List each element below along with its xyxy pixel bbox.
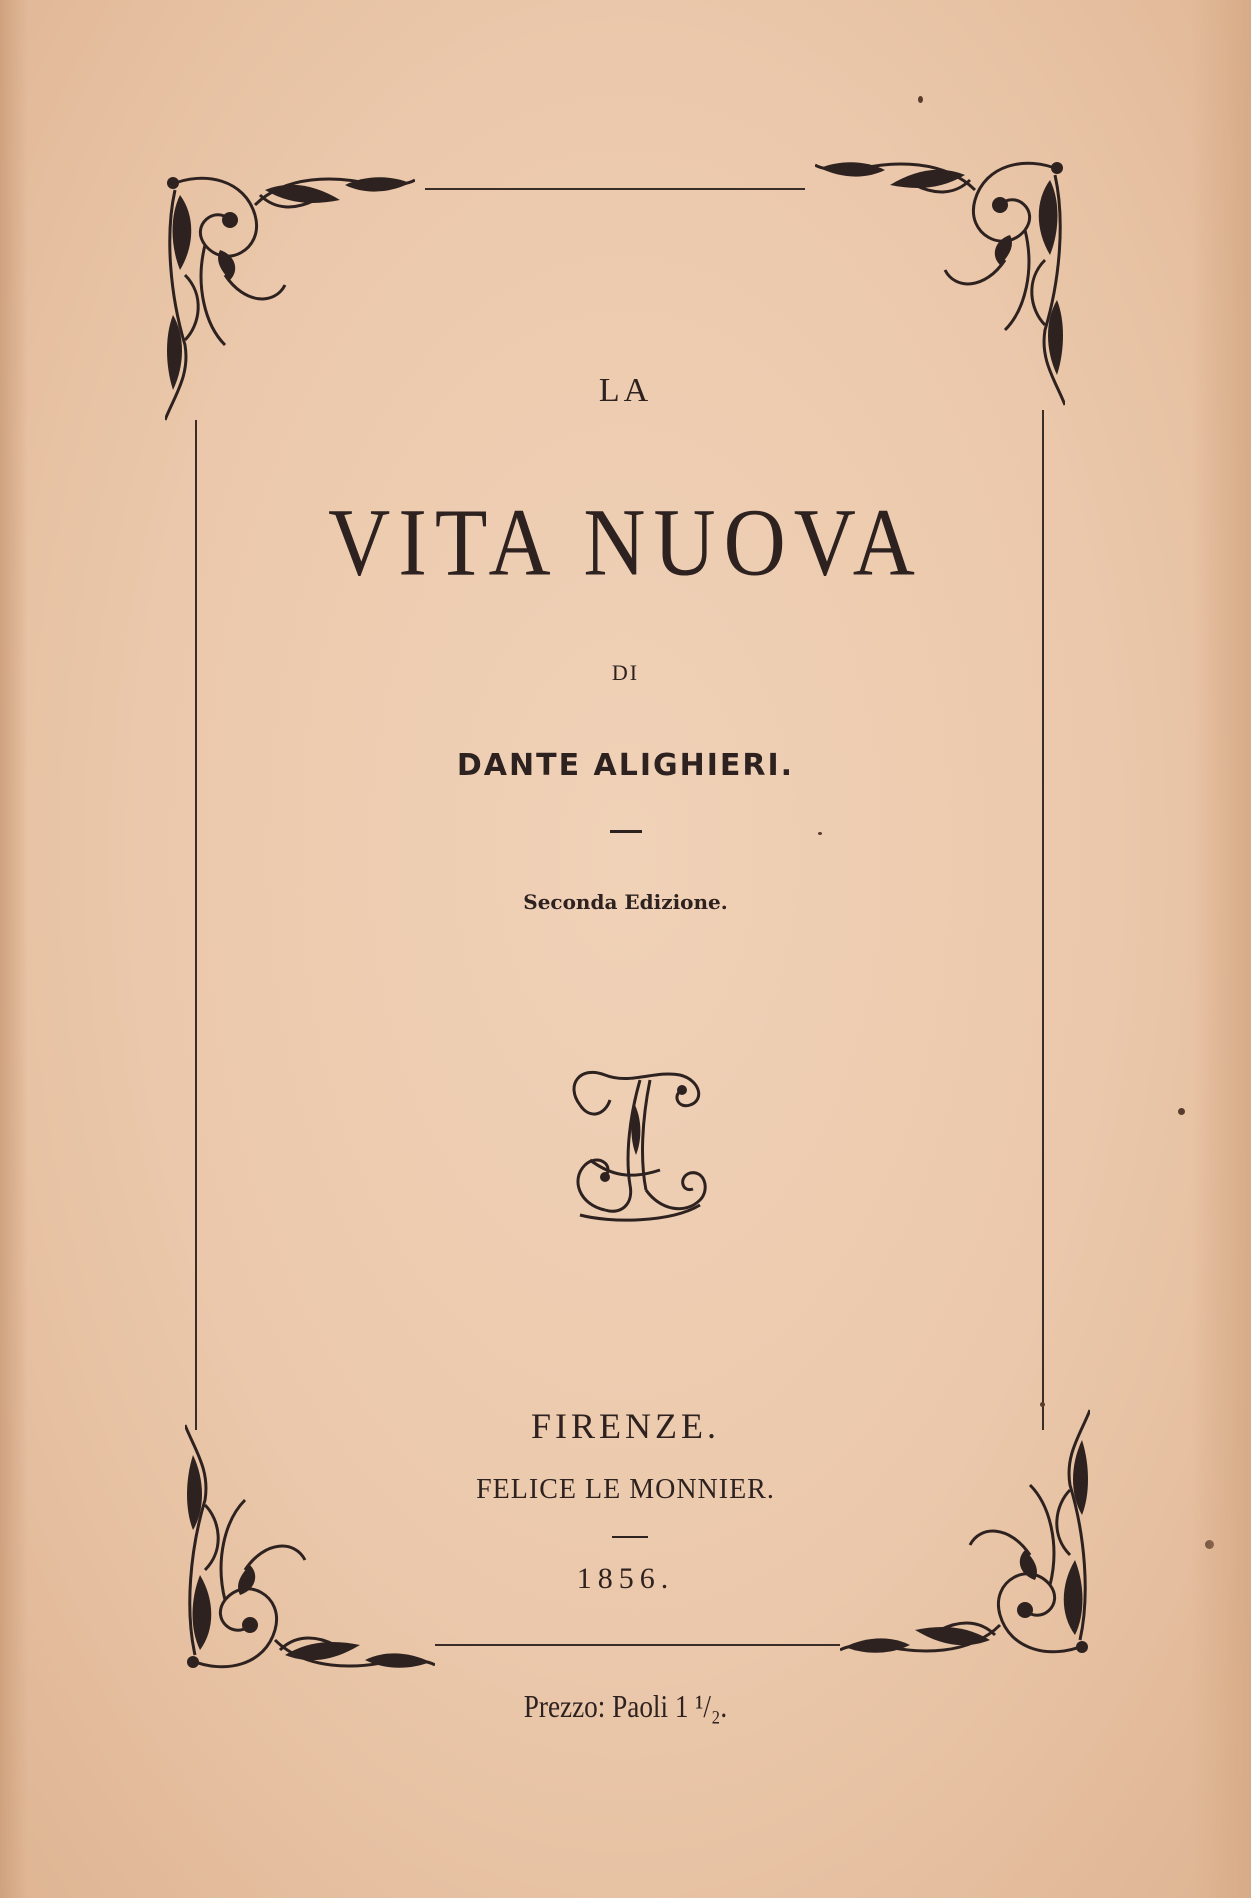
publisher-name: FELICE LE MONNIER. [476, 1474, 775, 1505]
frame-top-rule [425, 188, 805, 190]
publication-city: FIRENZE. [531, 1406, 720, 1446]
book-title: VITA NUOVA [328, 488, 923, 596]
foxing-spot [1178, 1108, 1185, 1115]
foxing-spot [918, 96, 923, 103]
foxing-spot [1040, 1402, 1045, 1407]
corner-ornament-bottom-left-icon [185, 1420, 435, 1670]
author-name: DANTE ALIGHIERI. [456, 748, 795, 783]
separator-rule [610, 830, 642, 833]
by-line: DI [611, 660, 640, 685]
edition-label: Seconda Edizione. [523, 890, 728, 914]
separator-rule-bottom [612, 1536, 648, 1538]
foxing-spot [1205, 1540, 1214, 1549]
monogram-icon [560, 1065, 710, 1225]
publication-year: 1856. [576, 1562, 675, 1595]
price-label: Prezzo: Paoli 1 ¹/₂. [523, 1688, 728, 1724]
title-article: LA [598, 372, 653, 409]
foxing-spot [818, 832, 822, 835]
frame-bottom-rule [435, 1644, 840, 1646]
